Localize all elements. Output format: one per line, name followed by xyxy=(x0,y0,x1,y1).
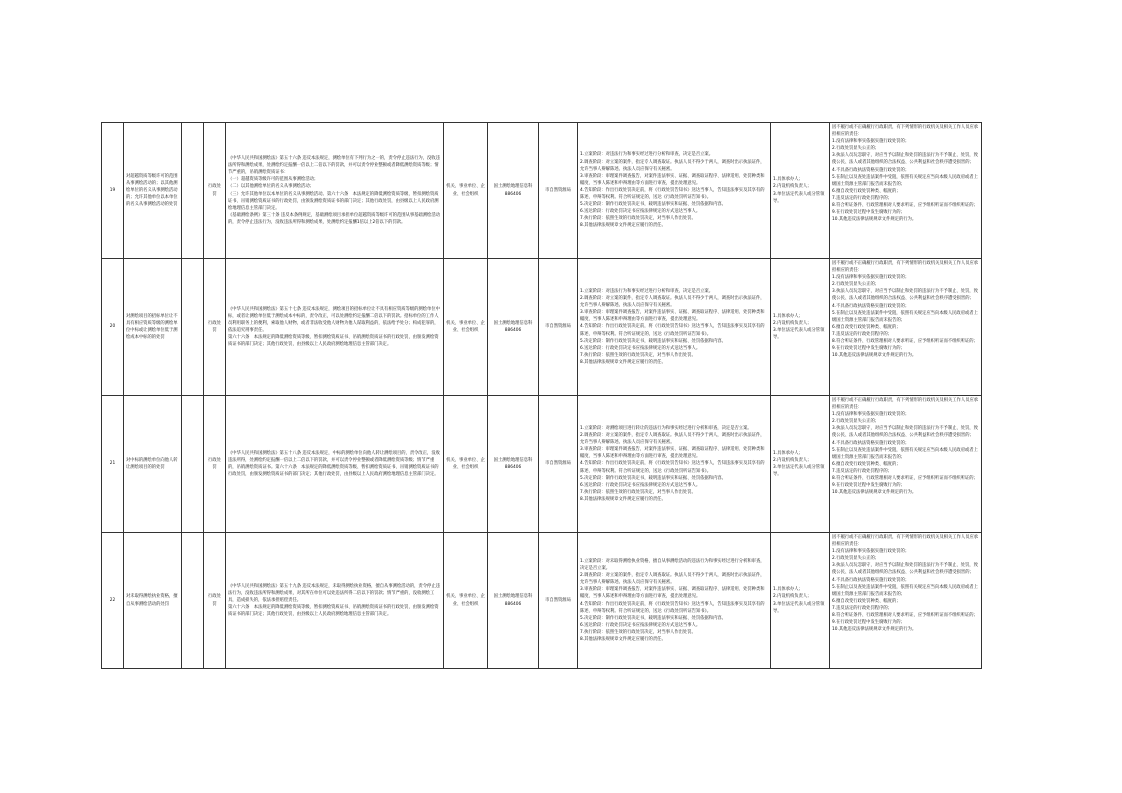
list-line: 6.擅自改变行政处罚种类、幅度的； xyxy=(832,188,901,194)
list-line: 5.决定阶段：制作行政处罚决定书，载明违法事实和证据、处罚依据和内容。 xyxy=(580,338,726,344)
list-line: 8.符合听证条件、行政管理相对人要求听证，应予组织听证而不组织听证的； xyxy=(832,203,978,209)
list-line: 2.内设机构负责人； xyxy=(773,184,812,190)
list-line: 2.行政处罚显失公正的； xyxy=(832,282,880,288)
legal-basis-text: 《中华人民共和国测绘法》第五十九条 违反本法规定，未取得测绘执业资格，擅自从事测绘活动的，责令停止违法行为，没收违法所得和测绘成果，对其所在单位可以处违法所得二倍以下的罚款；情节严重的，没收测绘工具，造成损失的，依法承担赔偿责任。 第六十六条 本法规定的降低测绘资质等级、暂扣测绘资质证书、吊销测绘资质证书的行政处罚，由颁发测绘资质证书的部门决定；其他行政处罚，由县级以上人民政府测绘地理信息主管部门决定。 xyxy=(228,583,440,618)
responsible-dept xyxy=(488,259,539,396)
legal-basis-text: 《中华人民共和国测绘法》第五十七条 违反本法规定，测绘项目的招标单位让不具有相应资质等级的测绘单位中标，或者让测绘单位低于测绘成本中标的，责令改正，可以处测绘约定报酬二倍以下的罚款。招标单位的工作人员利用职务上的便利，索取他人财物，或者非法收受他人财物为他人谋取利益的，依法给予处分；构成犯罪的，依法追究刑事责任。 第六十六条 本法规定的降低测绘资质等级、暂扣测绘资质证书、吊销测绘资质证书的行政处罚，由颁发测绘资质证书的部门决定；其他行政处罚，由县级以上人民政府测绘地理信息主管部门决定。 xyxy=(228,306,440,348)
list-line: 2.调查阶段：对立案的案件，指定专人调查取证。执法人员不得少于两人，调查时出示执法证件，允许当事人辩解陈述。执法人员应保守有关秘密。 xyxy=(580,433,765,446)
legal-basis xyxy=(226,533,444,669)
list-line: 5.在制止以及查处违法案件中受阻，依照有关规定应当向本级人民政府或者上级国土资源主管部门报告而未报告的； xyxy=(832,310,978,323)
responsible-persons xyxy=(771,259,830,396)
list-line: 9.在行政处罚过程中发生腐败行为的； xyxy=(832,620,905,626)
power-category: 行政处罚 xyxy=(204,123,226,259)
list-line: 10.其他违反法律法规规章文件规定的行为。 xyxy=(832,627,917,633)
implementing-org: 市自然资源局 xyxy=(539,259,578,396)
list-line: 4.告知阶段：作出行政处罚决定前，将《行政处罚告知书》送达当事人，告知违法事实及其享有的陈述、申辩等权利。符合听证规定的，送达《行政处罚听证告知书》。 xyxy=(580,601,765,614)
empty-cell xyxy=(182,259,204,396)
table-row xyxy=(102,259,982,396)
list-line: 1.没有法律和事实依据实施行政处罚的； xyxy=(832,275,910,281)
list-line: 8.符合听证条件、行政管理相对人要求听证，应予组织听证而不组织听证的； xyxy=(832,476,978,482)
list-line: 因不履行或不正确履行行政职责，有下列情形的行政机关及相关工作人员应承担相应的责任： xyxy=(832,261,979,274)
list-line: 4.不具备行政执法资格实施行政处罚的； xyxy=(832,303,910,309)
list-line: 6.送达阶段：行政处罚决定书应按法律规定的方式送达当事人。 xyxy=(580,345,701,351)
row-number: 22 xyxy=(102,533,124,669)
dept-phone: 886406 xyxy=(504,465,522,470)
table-row xyxy=(102,123,982,259)
list-line: 3.单位法定代表人或分管领导。 xyxy=(773,328,825,341)
row-number: 20 xyxy=(102,259,124,396)
implementing-org: 市自然资源局 xyxy=(539,123,578,259)
list-line: 10.其他违反法律法规规章文件规定的行为。 xyxy=(832,490,917,496)
list-line: 3.审查阶段：审理案件调查报告，对案件违法事实、证据、调查取证程序、法律适用、处罚种类和幅度、当事人陈述和申辩理由等方面进行审查，提出处理意见。 xyxy=(580,173,765,186)
list-line: 6.擅自改变行政处罚种类、幅度的； xyxy=(832,324,901,330)
item-name: 对未取得测绘执业资格，擅自从事测绘活动的处罚 xyxy=(124,533,182,669)
list-line: 2.行政处罚显失公正的； xyxy=(832,146,880,152)
list-line: 因不履行或不正确履行行政职责，有下列情形的行政机关及相关工作人员应承担相应的责任： xyxy=(832,535,979,548)
list-line: 8.其他法律法规规章文件规定应履行的责任。 xyxy=(580,636,666,642)
dept-name: 国土测绘地理信息科 xyxy=(493,184,533,190)
accountability-list xyxy=(830,396,982,533)
list-line: 4.告知阶段：作出行政处罚决定前，将《行政处罚告知书》送达当事人，告知违法事实及其享有的陈述、申辩等权利。符合听证规定的，送达《行政处罚听证告知书》。 xyxy=(580,187,765,201)
list-line: 10.其他违反法律法规规章文件规定的行为。 xyxy=(832,353,917,359)
dept-name: 国土测绘地理信息科 xyxy=(493,320,533,326)
list-line: 7.执行阶段：依照生效的行政处罚决定，对当事人作出处罚。 xyxy=(580,216,696,222)
legal-basis xyxy=(226,259,444,396)
responsible-persons xyxy=(771,533,830,669)
list-line: 3.执法人员玩忽职守，对应当予以制止和处罚的违法行为不予制止、处罚，致使公民、法人或者其他组织的合法权益、公共利益和社会秩序遭受损害的； xyxy=(832,563,978,576)
list-line: 6.送达阶段：行政处罚决定书应按法律规定的方式送达当事人。 xyxy=(580,209,701,215)
responsible-dept xyxy=(488,123,539,259)
list-line: 2.行政处罚显失公正的； xyxy=(832,419,880,425)
list-line: 4.不具备行政执法资格实施行政处罚的； xyxy=(832,440,910,446)
list-line: 4.告知阶段：作出行政处罚决定前，将《行政处罚告知书》送达当事人，告知违法事实及其享有的陈述、申辩等权利。符合听证规定的，送达《行政处罚听证告知书》。 xyxy=(580,324,765,337)
list-line: 6.送达阶段：行政处罚决定书应按法律规定的方式送达当事人。 xyxy=(580,622,701,628)
implementing-org: 市自然资源局 xyxy=(539,396,578,533)
list-line: 10.其他违反法律法规规章文件规定的行为。 xyxy=(832,217,917,223)
list-line: 2.行政处罚显失公正的； xyxy=(832,556,880,562)
accountability-list xyxy=(830,259,982,396)
dept-phone: 886406 xyxy=(504,328,522,333)
list-line: 4.不具备行政执法资格实施行政处罚的； xyxy=(832,167,910,173)
item-name: 对超越资质等级许可的范围从事测绘活动的；以其他测绘单位的名义从事测绘活动的；允许其他单位以本单位的名义从事测绘活动的处罚 xyxy=(124,123,182,259)
power-list-table xyxy=(101,122,982,669)
list-line: 9.在行政处罚过程中发生腐败行为的； xyxy=(832,346,905,352)
list-line: 5.在制止以及查处违法案件中受阻，依照有关规定应当向本级人民政府或者上级国土资源主管部门报告而未报告的； xyxy=(832,584,978,597)
applicable-subject: 机关、事业单位、企业、社会组织 xyxy=(444,123,488,259)
list-line: 9.在行政处罚过程中发生腐败行为的； xyxy=(832,210,905,216)
list-line: 3.执法人员玩忽职守，对应当予以制止和处罚的违法行为不予制止、处罚，致使公民、法人或者其他组织的合法权益、公共利益和社会秩序遭受损害的； xyxy=(832,153,978,166)
list-line: 3.审查阶段：审理案件调查报告，对案件违法事实、证据、调查取证程序、法律适用、处罚种类和幅度、当事人陈述和申辩理由等方面进行审查，提出处理意见。 xyxy=(580,447,765,460)
empty-cell xyxy=(182,396,204,533)
dept-name: 国土测绘地理信息科 xyxy=(493,594,533,600)
row-number: 21 xyxy=(102,396,124,533)
list-line: 5.在制止以及查处违法案件中受阻，依照有关规定应当向本级人民政府或者上级国土资源主管部门报告而未报告的； xyxy=(832,447,978,460)
empty-cell xyxy=(182,123,204,259)
item-name: 对中标的测绘单位向他人转让测绘项目的的处罚 xyxy=(124,396,182,533)
list-line: 1.立案阶段：对未取得测绘执业资格，擅自从事测绘活动的违法行为和事实经过进行分析和审查，决定是否立案。 xyxy=(580,558,765,572)
list-line: 7.执行阶段：依照生效的行政处罚决定，对当事人作出处罚。 xyxy=(580,352,696,358)
table-row xyxy=(102,396,982,533)
list-line: 3.执法人员玩忽职守，对应当予以制止和处罚的违法行为不予制止、处罚，致使公民、法人或者其他组织的合法权益、公共利益和社会秩序遭受损害的； xyxy=(832,289,978,302)
power-category: 行政处罚 xyxy=(204,396,226,533)
dept-name: 国土测绘地理信息科 xyxy=(493,457,533,463)
list-line: 1.具体承办人； xyxy=(773,313,803,319)
legal-basis xyxy=(226,396,444,533)
list-line: 3.单位法定代表人或分管领导。 xyxy=(773,601,825,614)
legal-basis-text: 《中华人民共和国测绘法》第五十八条 违反本法规定，中标的测绘单位向他人转让测绘项目的，责令改正，没收违法所得，处测绘约定报酬一倍以上二倍以下的罚款，并可以责令停业整顿或者降低测绘资质等级；情节严重的，吊销测绘资质证书。第六十六条 本法规定的降低测绘资质等级、暂扣测绘资质证书、吊销测绘资质证书的行政处罚，由颁发测绘资质证书的部门决定；其他行政处罚，由县级以上人民政府测绘地理信息主管部门决定。 xyxy=(228,450,440,478)
list-line: 3.审查阶段：审理案件调查报告，对案件违法事实、证据、调查取证程序、法律适用、处罚种类和幅度、当事人陈述和申辩理由等方面进行审查，提出处理意见。 xyxy=(580,310,765,323)
list-line: 3.执法人员玩忽职守，对应当予以制止和处罚的违法行为不予制止、处罚，致使公民、法人或者其他组织的合法权益、公共利益和社会秩序遭受损害的； xyxy=(832,426,978,439)
list-line: 5.决定阶段：制作行政处罚决定书，载明违法事实和证据、处罚依据和内容。 xyxy=(580,475,726,481)
list-line: 1.具体承办人； xyxy=(773,177,803,183)
responsible-persons xyxy=(771,396,830,533)
list-line: 7.执行阶段：依照生效的行政处罚决定，对当事人作出处罚。 xyxy=(580,629,696,635)
list-line: 8.其他法律法规规章文件规定应履行的责任。 xyxy=(580,496,666,502)
list-line: 2.内设机构负责人； xyxy=(773,457,812,463)
responsible-dept xyxy=(488,533,539,669)
list-line: 因不履行或不正确履行行政职责，有下列情形的行政机关及相关工作人员应承担相应的责任： xyxy=(832,125,979,138)
list-line: 2.内设机构负责人； xyxy=(773,594,812,600)
list-line: 因不履行或不正确履行行政职责，有下列情形的行政机关及相关工作人员应承担相应的责任： xyxy=(832,398,979,411)
power-category: 行政处罚 xyxy=(204,533,226,669)
item-name: 对测绘项目的招标单位让不具有相应资质等级的测绘单位中标或让测绘单位低于测绘成本中标的的处罚 xyxy=(124,259,182,396)
applicable-subject: 机关、事业单位、企业、社会组织 xyxy=(444,259,488,396)
list-line: 8.符合听证条件、行政管理相对人要求听证，应予组织听证而不组织听证的； xyxy=(832,339,978,345)
list-line: 7.违反法定的行政处罚程序的； xyxy=(832,195,892,201)
list-line: 1.立案阶段：对违法行为和事实经过进行分析和审查，决定是否立案。 xyxy=(580,152,714,158)
accountability-list xyxy=(830,533,982,669)
list-line: 1.没有法律和事实依据实施行政处罚的； xyxy=(832,139,910,145)
list-line: 7.违反法定的行政处罚程序的； xyxy=(832,468,892,474)
list-line: 5.决定阶段：制作行政处罚决定书，载明违法事实和证据、处罚依据和内容。 xyxy=(580,615,726,621)
dept-phone: 886406 xyxy=(504,601,522,607)
list-line: 3.单位法定代表人或分管领导。 xyxy=(773,465,825,478)
list-line: 6.擅自改变行政处罚种类、幅度的； xyxy=(832,461,901,467)
list-line: 8.其他法律法规规章文件规定应履行的责任。 xyxy=(580,359,666,365)
list-line: 1.具体承办人； xyxy=(773,450,803,456)
responsible-dept xyxy=(488,396,539,533)
applicable-subject: 机关、事业单位、企业、社会组织 xyxy=(444,533,488,669)
list-line: 1.没有法律和事实依据实施行政处罚的； xyxy=(832,549,910,555)
power-category: 行政处罚 xyxy=(204,259,226,396)
empty-cell xyxy=(182,533,204,669)
list-line: 2.调查阶段：对立案的案件，指定专人调查取证。执法人员不得少于两人，调查时出示执法证件，允许当事人辩解陈述。执法人员应保守有关秘密。 xyxy=(580,573,765,586)
list-line: 1.立案阶段：对测绘项目进行转让的违法行为和事实经过进行分析和审查，决定是否立案。 xyxy=(580,425,752,431)
process-steps xyxy=(578,123,771,259)
list-line: 6.送达阶段：行政处罚决定书应按法律规定的方式送达当事人。 xyxy=(580,482,701,488)
list-line: 1.没有法律和事实依据实施行政处罚的； xyxy=(832,412,910,418)
list-line: 9.在行政处罚过程中发生腐败行为的； xyxy=(832,483,905,489)
list-line: 6.擅自改变行政处罚种类、幅度的； xyxy=(832,598,901,604)
list-line: 8.符合听证条件、行政管理相对人要求听证，应予组织听证而不组织听证的； xyxy=(832,613,978,619)
list-line: 7.违反法定的行政处罚程序的； xyxy=(832,605,892,611)
dept-phone: 886406 xyxy=(504,191,522,197)
accountability-list xyxy=(830,123,982,259)
process-steps xyxy=(578,533,771,669)
list-line: 2.调查阶段：对立案的案件，指定专人调查取证。执法人员不得少于两人，调查时出示执法证件，允许当事人辩解陈述。执法人员应保守有关秘密。 xyxy=(580,159,765,172)
list-line: 5.在制止以及查处违法案件中受阻，依照有关规定应当向本级人民政府或者上级国土资源主管部门报告而未报告的； xyxy=(832,174,978,187)
legal-basis-text: 《中华人民共和国测绘法》第五十六条 违反本法规定，测绘单位有下列行为之一的，责令停止违法行为，没收违法所得和测绘成果，处测绘约定报酬一倍以上二倍以下的罚款，并可以责令停业整顿或者降低测绘资质等级；情节严重的，吊销测绘资质证书： （一）超越资质等级许可的范围从事测绘活动； （二）以其他测绘单位的名义从事测绘活动； （三）允许其他单位以本单位的名义从事测绘活动。第六十六条 本法规定的降低测绘资质等级、暂扣测绘资质证书、吊销测绘资质证书的行政处罚，由颁发测绘资质证书的部门决定；其他行政处罚，由县级以上人民政府测绘地理信息主管部门决定。 《基础测绘条例》第三十条 违反本条例规定，基础测绘项目承担单位超越资质等级许可的范围从事基础测绘活动的，责令停止违法行为，没收违法所得和测绘成果，处测绘约定报酬1倍以上2倍以下的罚款。 xyxy=(228,156,440,225)
list-line: 3.单位法定代表人或分管领导。 xyxy=(773,191,825,204)
list-line: 4.告知阶段：作出行政处罚决定前，将《行政处罚告知书》送达当事人，告知违法事实及其享有的陈述、申辩等权利。符合听证规定的，送达《行政处罚听证告知书》。 xyxy=(580,461,765,474)
responsible-persons xyxy=(771,123,830,259)
list-line: 1.具体承办人； xyxy=(773,587,803,593)
list-line: 7.违反法定的行政处罚程序的； xyxy=(832,331,892,337)
list-line: 4.不具备行政执法资格实施行政处罚的； xyxy=(832,577,910,583)
table-row xyxy=(102,533,982,669)
list-line: 3.审查阶段：审理案件调查报告，对案件违法事实、证据、调查取证程序、法律适用、处罚种类和幅度、当事人陈述和申辩理由等方面进行审查，提出处理意见。 xyxy=(580,587,765,600)
list-line: 8.其他法律法规规章文件规定应履行的责任。 xyxy=(580,223,666,229)
table-body xyxy=(102,123,982,669)
legal-basis xyxy=(226,123,444,259)
process-steps xyxy=(578,396,771,533)
list-line: 7.执行阶段：依照生效的行政处罚决定，对当事人作出处罚。 xyxy=(580,489,696,495)
applicable-subject: 机关、事业单位、企业、社会组织 xyxy=(444,396,488,533)
list-line: 1.立案阶段：对违法行为和事实经过进行分析和审查，决定是否立案。 xyxy=(580,288,714,294)
row-number: 19 xyxy=(102,123,124,259)
list-line: 2.内设机构负责人； xyxy=(773,320,812,326)
list-line: 2.调查阶段：对立案的案件，指定专人调查取证。执法人员不得少于两人，调查时出示执法证件，允许当事人辩解陈述。执法人员应保守有关秘密。 xyxy=(580,296,765,309)
implementing-org: 市自然资源局 xyxy=(539,533,578,669)
process-steps xyxy=(578,259,771,396)
list-line: 5.决定阶段：制作行政处罚决定书，载明违法事实和证据、处罚依据和内容。 xyxy=(580,202,726,208)
